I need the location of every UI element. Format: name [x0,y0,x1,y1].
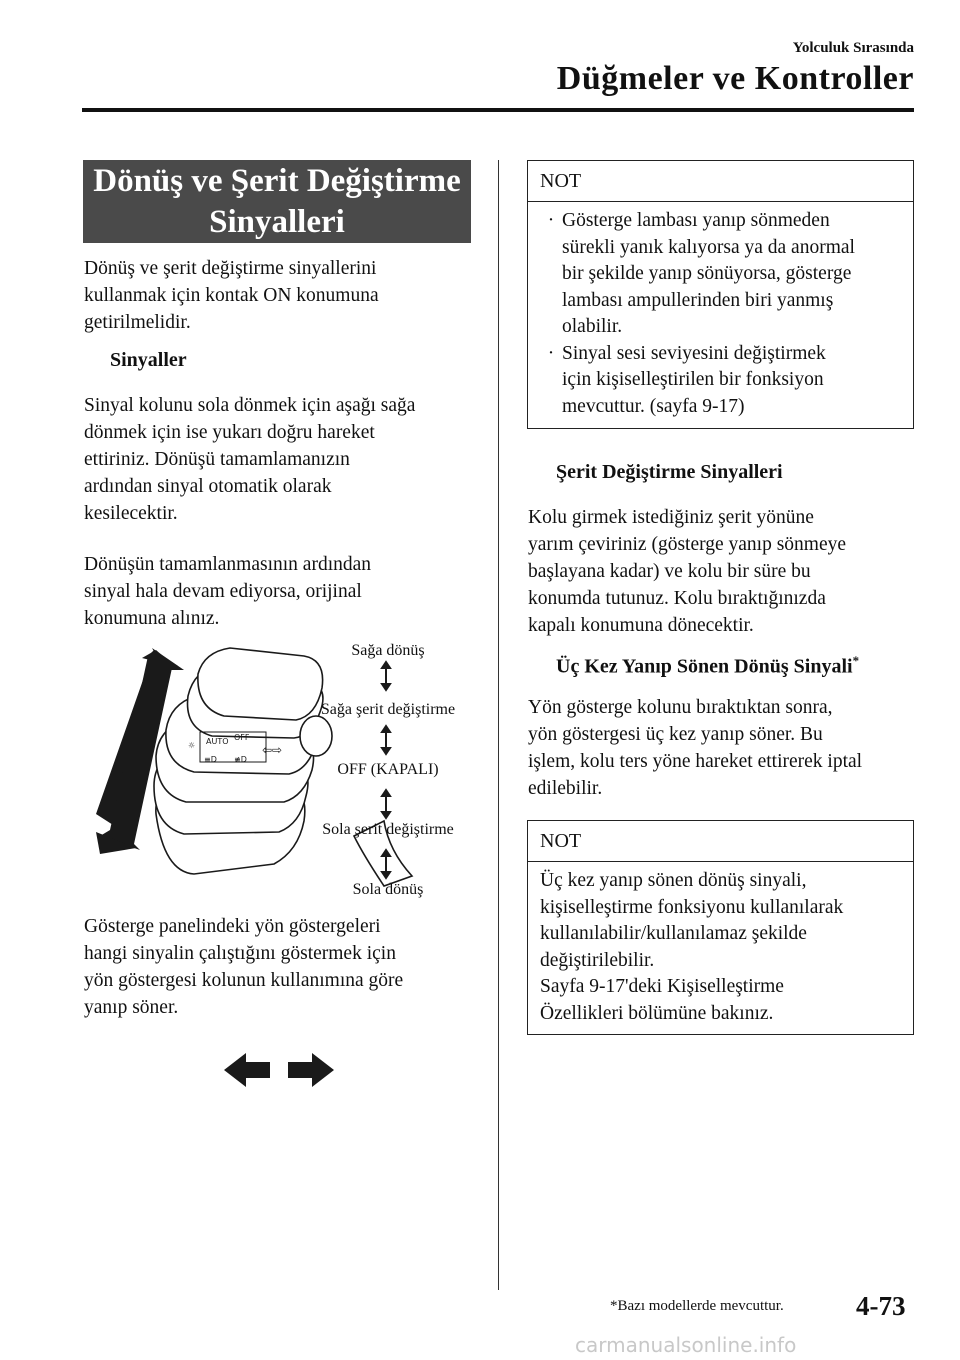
text-line: Yön gösterge kolunu bıraktıktan sonra, [528,697,833,718]
footnote-mark: * [852,653,860,668]
indicator-paragraph [84,913,484,1021]
page-number: 4-73 [856,1291,906,1321]
page-title-line1: Dönüş ve Şerit Değiştirme [93,162,461,199]
text-line: Sinyal kolunu sola dönmek için aşağı sağa [84,395,416,416]
column-divider [498,160,499,1290]
chapter-title: Düğmeler ve Kontroller [556,60,914,97]
text-line: konumda tutunuz. Kolu bıraktığınızda [528,588,826,609]
text-line: yön göstergesi üç kez yanıp söner. Bu [528,724,823,745]
subhead-text: Üç Kez Yanıp Sönen Dönüş Sinyali [556,655,853,678]
text-line: sinyal hala devam ediyorsa, orijinal [84,581,362,602]
text-line: dönmek için ise yukarı doğru hareket [84,422,375,443]
off-mark-icon: OFF [234,733,250,742]
note-box-2 [527,820,914,1035]
triple-paragraph [528,694,928,802]
subhead-triple-flash [556,653,859,679]
text-line: bir şekilde yanıp sönüyorsa, gösterge [562,263,852,284]
text-line: Gösterge panelindeki yön göstergeleri [84,916,381,937]
text-line: konumuna alınız. [84,608,220,629]
text-line: yanıp söner. [84,997,179,1018]
text-line: değiştirilebilir. [540,949,655,971]
text-line: başlayana kadar) ve kolu bir süre bu [528,561,811,582]
headlight-icon: ≡D [204,755,217,764]
text-line: lambası ampullerinden biri yanmış [562,289,834,311]
lane-paragraph [528,504,928,639]
footnote: *Bazı modellerde mevcuttur. [610,1298,784,1314]
bullet-icon: · [547,342,555,364]
label-left-turn: Sola dönüş [352,881,424,898]
subhead-lane-change: Şerit Değiştirme Sinyalleri [556,461,783,483]
text-line: kişiselleştirme fonksiyonu kullanılarak [540,896,844,918]
text-line: olabilir. [562,316,623,337]
bullet-icon: · [547,210,555,231]
page-title [83,160,471,243]
turn-arrows-icon: ⇦⇨ [262,743,283,757]
note-box-1 [527,160,914,429]
label-right-lane-change: Sağa şerit değiştirme [320,701,456,718]
label-right-turn: Sağa dönüş [351,642,425,659]
note-heading: NOT [528,161,913,202]
text-line: kullanmak için kontak ON konumuna [84,285,379,306]
note-bullet [540,341,901,421]
text-line: Sayfa 9-17'deki Kişiselleştirme [540,976,784,997]
text-line: Sinyal sesi seviyesini değiştirmek [562,342,826,364]
text-line: yarım çeviriniz (gösterge yanıp sönmeye [528,534,847,555]
label-left-lane-change: Sola şerit değiştirme [322,821,454,838]
text-line: hangi sinyalin çalıştığını göstermek için [84,943,396,964]
text-line: ettiriniz. Dönüşü tamamlamanızın [84,449,350,470]
label-off: OFF (KAPALI) [337,761,439,778]
text-line: için kişiselleştirilen bir fonksiyon [562,369,824,390]
sun-icon: ☼ [188,741,196,750]
left-arrow-icon [224,1053,270,1087]
text-line: kapalı konumuna dönecektir. [528,615,754,636]
section-title: Yolculuk Sırasında [792,40,914,56]
text-line: kesilecektir. [84,503,178,524]
text-line: Dönüşün tamamlanmasının ardından [84,554,372,575]
text-line: kullanılabilir/kullanılamaz şekilde [540,923,807,944]
watermark: carmanualsonline.info [575,1333,797,1357]
text-line: Kolu girmek istediğiniz şerit yönüne [528,507,814,528]
signals-paragraph-2 [84,551,484,632]
signals-paragraph [84,392,484,527]
right-arrow-icon [288,1053,334,1087]
text-line: yön göstergesi kolunun kullanımına göre [84,970,404,991]
text-line: getirilmelidir. [84,312,191,333]
header-rule [82,108,914,112]
text-line: Üç kez yanıp sönen dönüş sinyali, [540,870,807,891]
text-line: Özellikleri bölümüne bakınız. [540,1002,774,1024]
turn-indicators [224,1050,334,1090]
text-line: işlem, kolu ters yöne hareket ettirerek iptal [528,751,863,772]
page-title-line2: Sinyalleri [209,203,345,240]
text-line: mevcuttur. (sayfa 9-17) [562,395,745,417]
note-bullet [540,208,901,341]
text-line: edilebilir. [528,778,603,799]
note-heading: NOT [528,821,913,862]
text-line: Dönüş ve şerit değiştirme sinyallerini [84,258,377,279]
text-line: ardından sinyal otomatik olarak [84,476,332,497]
subhead-signals: Sinyaller [110,349,187,371]
text-line: sürekli yanık kalıyorsa ya da anormal [562,236,855,258]
foglight-icon: ≢D [234,755,247,764]
intro-paragraph [84,255,484,336]
auto-icon: AUTO [206,737,229,746]
text-line: Gösterge lambası yanıp sönmeden [562,210,830,231]
